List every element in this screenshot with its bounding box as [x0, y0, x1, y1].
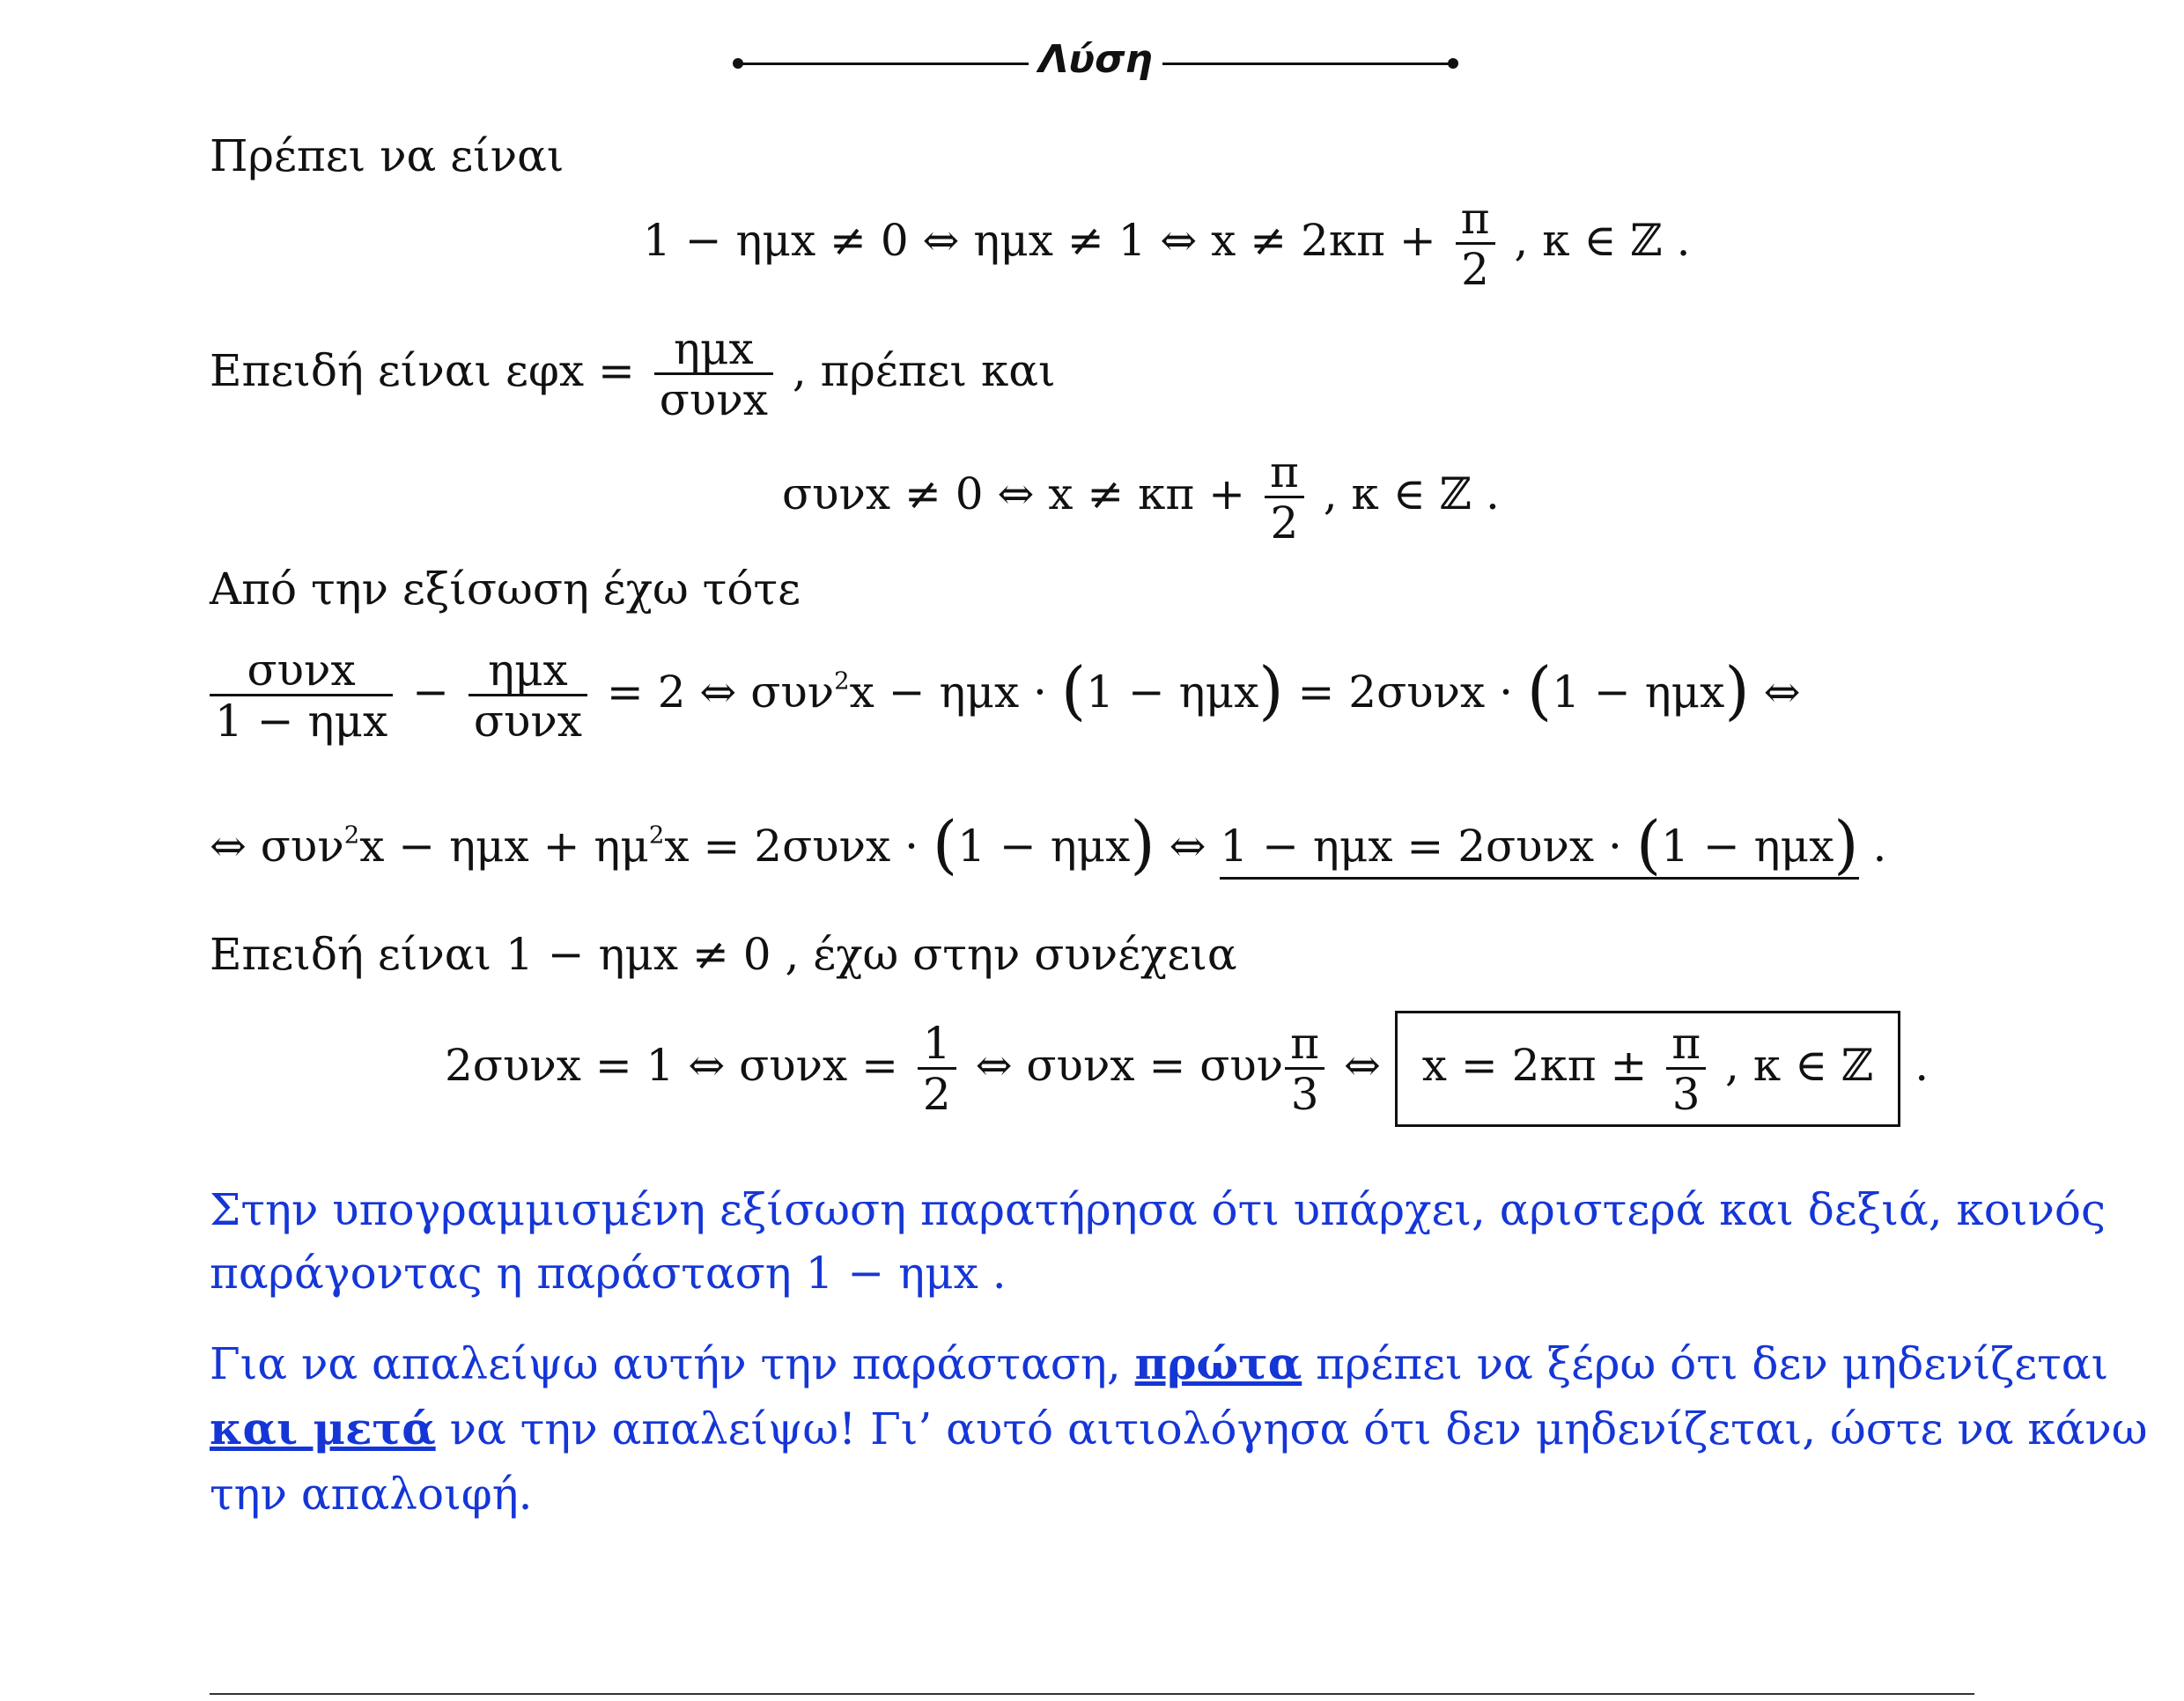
eq5-b: ⇔ συνx = συν [975, 1040, 1284, 1091]
eq3-f1-den: 1 − ημx [210, 694, 393, 745]
note2-line2 [210, 1396, 2148, 1462]
eq3-rest2: = 2συνx · [1297, 666, 1514, 718]
eq4-uparen-open: ( [1635, 808, 1662, 882]
eq4-b: x − ημx + ημ [359, 821, 649, 873]
eq3-paren-close-1: ) [1258, 653, 1284, 728]
eq4-paren-close-1: ) [1130, 808, 1155, 882]
eq3-f1-num: συνx [247, 644, 356, 696]
header-line-right [1162, 63, 1453, 65]
eq3-end: ⇔ [1763, 666, 1801, 718]
note2-bold-first: πρώτα [1134, 1337, 1302, 1389]
paragraph-tan-definition [210, 323, 1056, 425]
eq5-box-a: x = 2κπ ± [1421, 1040, 1648, 1091]
eq4-a: ⇔ συν [210, 821, 344, 873]
eq2-lhs: συνx ≠ 0 ⇔ x ≠ κπ + [782, 468, 1246, 519]
note2-post: να την απαλείψω! Γι’ αυτό αιτιολόγησα ότι δεν μηδενίζεται, ώστε να κάνω [449, 1403, 2148, 1454]
eq2-tail: , κ ∈ ℤ . [1323, 468, 1500, 519]
eq1-lhs: 1 − ημx ≠ 0 ⇔ ημx ≠ 1 ⇔ x ≠ 2κπ + [643, 215, 1436, 266]
eq3-f2-den: συνx [469, 694, 587, 745]
note2-pre: Για να απαλείψω αυτήν την παράσταση, [210, 1338, 1121, 1389]
eq5-a: 2συνx = 1 ⇔ συνx = [445, 1040, 899, 1091]
eq5-fraction-2 [1285, 1018, 1324, 1120]
eq4-uparen-close: ) [1834, 808, 1859, 882]
paragraph-from-equation: Από την εξίσωση έχω τότε [210, 563, 801, 615]
note-common-factor [210, 1178, 2106, 1305]
p2-fraction [654, 323, 773, 425]
eq4-paren1: 1 − ημx [957, 821, 1131, 873]
p2-pre: Επειδή είναι εφx = [210, 345, 635, 396]
underlined-equation [1220, 808, 1859, 882]
eq4-paren-open-1: ( [932, 808, 958, 882]
footer-rule [210, 1693, 1974, 1695]
eq5-box-fraction [1666, 1018, 1706, 1120]
eq5-c: ⇔ [1343, 1040, 1381, 1091]
eq2-frac-num: π [1269, 446, 1299, 497]
equation-simplified [210, 808, 1886, 882]
note2-mid: πρέπει να ξέρω ότι δεν μηδενίζεται [1316, 1338, 2109, 1389]
eq5-f1-num: 1 [922, 1018, 951, 1069]
eq5-f1-den: 2 [918, 1067, 956, 1118]
eq5-f2-num: π [1290, 1018, 1320, 1069]
eq4-u1: 1 − ημx = 2συνx · [1220, 821, 1622, 873]
eq4-d: ⇔ [1169, 821, 1206, 873]
eq3-paren2: 1 − ημx [1552, 666, 1725, 718]
p2-frac-num: ημx [674, 323, 754, 374]
p2-frac-den: συνx [654, 372, 773, 423]
p2-post: , πρέπει και [792, 345, 1056, 396]
eq5-end: . [1915, 1040, 1929, 1091]
eq4-sup1: 2 [343, 821, 360, 850]
header-title: Λύση [1038, 37, 1153, 82]
note1-line2: παράγοντας η παράσταση 1 − ημx . [210, 1248, 1007, 1299]
note-cancellation [210, 1331, 2148, 1527]
equation-sin-condition [643, 193, 1691, 295]
eq4-sup2: 2 [648, 821, 665, 850]
eq5-box-den: 3 [1666, 1067, 1706, 1118]
eq3-mid: = 2 ⇔ συν [606, 666, 835, 718]
solution-header [733, 37, 1458, 90]
eq1-frac-den: 2 [1456, 242, 1495, 293]
eq5-fraction-1 [918, 1018, 956, 1120]
eq3-minus: − [412, 666, 449, 718]
eq3-fraction-2 [469, 644, 587, 747]
paragraph-must-be: Πρέπει να είναι [210, 130, 564, 181]
eq4-uparen: 1 − ημx [1661, 821, 1834, 873]
eq4-c: x = 2συνx · [664, 821, 919, 873]
eq2-fraction [1265, 446, 1304, 549]
eq5-box-num: π [1671, 1018, 1701, 1069]
eq3-fraction-1 [210, 644, 393, 747]
note2-bold-then: και μετά [210, 1403, 436, 1454]
eq1-tail: , κ ∈ ℤ . [1514, 215, 1691, 266]
eq1-frac-num: π [1460, 193, 1490, 244]
eq3-paren-open-2: ( [1526, 653, 1553, 728]
header-dot-right [1448, 58, 1458, 69]
eq3-paren1: 1 − ημx [1086, 666, 1259, 718]
paragraph-since-nonzero: Επειδή είναι 1 − ημx ≠ 0 , έχω στην συνέχεια [210, 929, 1237, 980]
eq1-fraction [1456, 193, 1495, 295]
equation-cos-condition [782, 446, 1500, 549]
eq3-paren-close-2: ) [1724, 653, 1750, 728]
eq3-paren-open-1: ( [1060, 653, 1087, 728]
note2-line1 [210, 1331, 2148, 1396]
eq5-box-b: , κ ∈ ℤ [1725, 1040, 1874, 1091]
eq2-frac-den: 2 [1265, 496, 1304, 547]
note1-line1: Στην υπογραμμισμένη εξίσωση παρατήρησα ότι υπάρχει, αριστερά και δεξιά, κοινός [210, 1184, 2106, 1235]
eq4-end: . [1872, 821, 1887, 873]
equation-final [445, 1011, 1929, 1127]
equation-main [210, 644, 1801, 747]
eq3-rest1: x − ημx · [849, 666, 1047, 718]
eq3-f2-num: ημx [488, 644, 568, 696]
note2-line3: την απαλοιφή. [210, 1469, 533, 1520]
eq3-sup: 2 [834, 666, 850, 696]
eq5-f2-den: 3 [1285, 1067, 1324, 1118]
boxed-solution [1395, 1011, 1901, 1127]
